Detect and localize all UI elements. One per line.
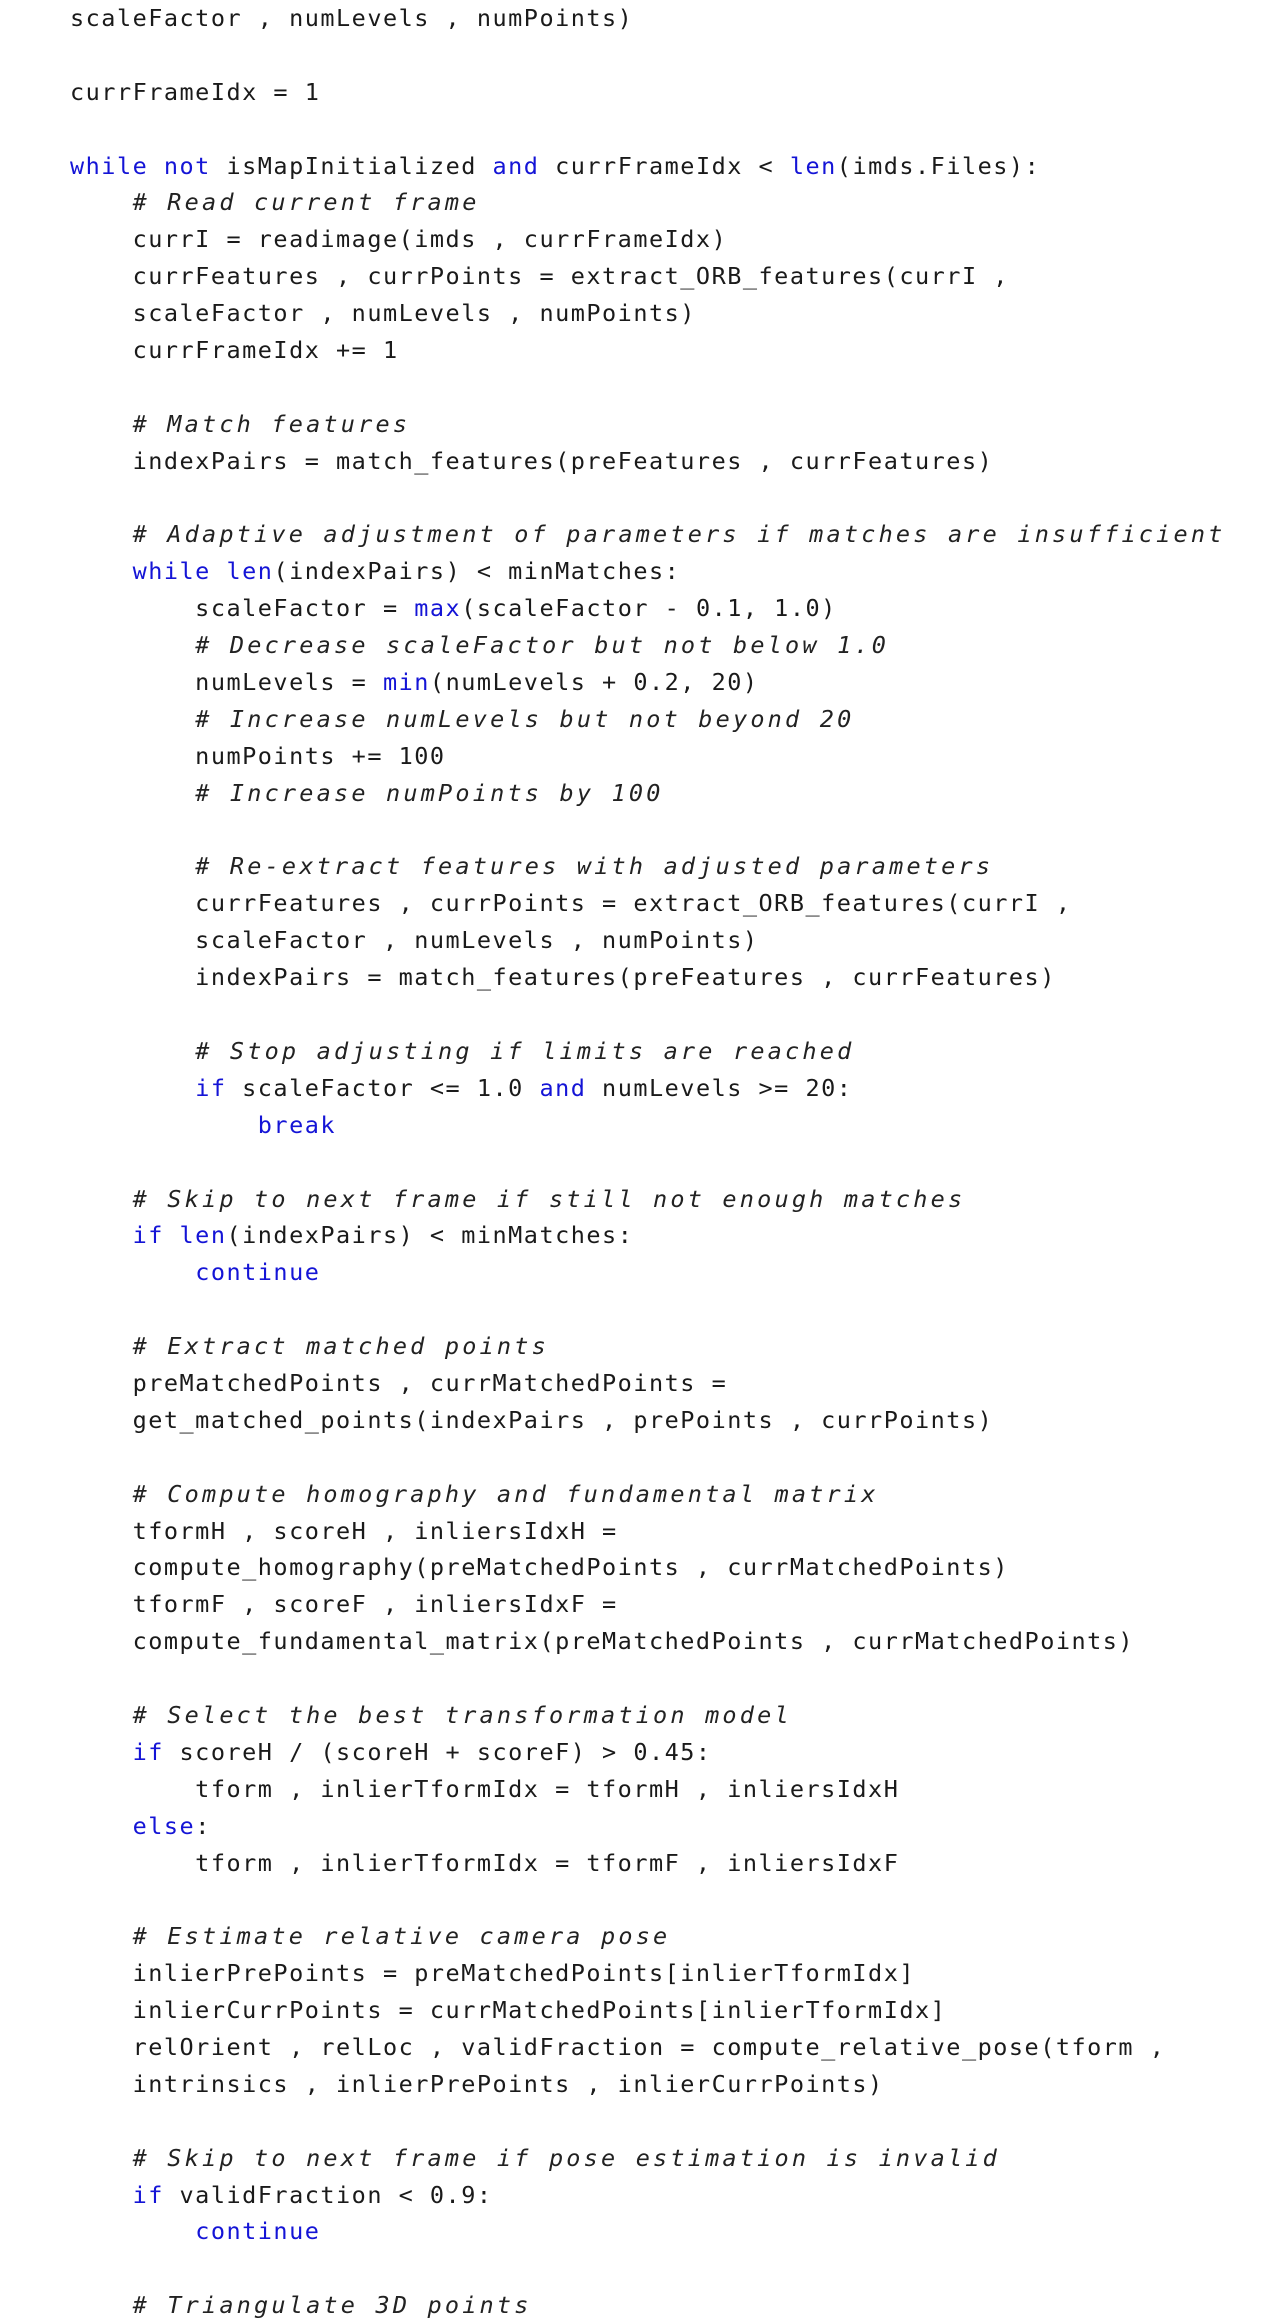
code-token <box>70 852 195 880</box>
blank-code-line <box>70 2103 1270 2140</box>
code-token: tform , inlierTformIdx = tformH , inliersIdxH <box>70 1774 900 1803</box>
code-token: scaleFactor = <box>70 594 415 623</box>
comment-token: # Skip to next frame if still not enough matches <box>132 1184 966 1213</box>
comment-token: # Decrease scaleFactor but not below 1.0 <box>195 631 890 660</box>
code-token: validFraction < 0.9: <box>163 2180 493 2209</box>
comment-token: # Increase numLevels but not beyond 20 <box>195 704 855 733</box>
code-token <box>70 1258 195 1286</box>
code-line <box>70 738 1270 775</box>
code-line <box>70 1586 1270 1623</box>
code-line <box>70 2066 1270 2103</box>
code-line <box>70 1992 1270 2029</box>
code-line <box>70 1254 1270 1291</box>
comment-token: # Select the best transformation model <box>132 1700 792 1729</box>
code-token <box>70 1185 133 1213</box>
comment-token: # Adaptive adjustment of parameters if matches are insufficient <box>132 520 1226 549</box>
code-line <box>70 184 1270 221</box>
code-token: scoreH / (scoreH + scoreF) > 0.45: <box>163 1737 712 1766</box>
keyword-token: while len <box>132 557 274 586</box>
code-line <box>70 1697 1270 1734</box>
code-line <box>70 1181 1270 1218</box>
code-line <box>70 2287 1270 2324</box>
blank-code-line <box>70 1291 1270 1328</box>
keyword-token: while not <box>70 151 211 180</box>
blank-code-line <box>70 1660 1270 1697</box>
code-line <box>70 775 1270 812</box>
keyword-token: and <box>492 151 540 180</box>
keyword-token: else <box>132 1811 196 1840</box>
blank-code-line <box>70 2250 1270 2287</box>
code-line <box>70 848 1270 885</box>
code-token <box>70 1480 133 1508</box>
code-token <box>70 1812 133 1840</box>
code-line <box>70 2177 1270 2214</box>
code-token: currFrameIdx = 1 <box>70 77 321 106</box>
code-line <box>70 1808 1270 1845</box>
code-token <box>70 1332 133 1360</box>
code-line <box>70 664 1270 701</box>
code-line <box>70 959 1270 996</box>
code-line <box>70 0 1270 37</box>
code-line <box>70 701 1270 738</box>
keyword-token: and <box>539 1073 587 1102</box>
code-line <box>70 443 1270 480</box>
code-line <box>70 258 1270 295</box>
code-token: indexPairs = match_features(preFeatures , currFeatures) <box>70 446 994 475</box>
code-line <box>70 885 1270 922</box>
code-line <box>70 1623 1270 1660</box>
blank-code-line <box>70 111 1270 148</box>
code-line <box>70 1070 1270 1107</box>
code-token: tformF , scoreF , inliersIdxF = <box>70 1590 618 1619</box>
code-line <box>70 1402 1270 1439</box>
code-token: tformH , scoreH , inliersIdxH = <box>70 1516 618 1545</box>
code-token: numLevels >= 20: <box>586 1073 853 1102</box>
code-token: intrinsics , inlierPrePoints , inlierCurrPoints) <box>70 2069 884 2098</box>
code-line <box>70 516 1270 553</box>
code-line <box>70 553 1270 590</box>
code-token: (indexPairs) < minMatches: <box>226 1221 634 1250</box>
code-token <box>70 1738 133 1766</box>
code-line <box>70 1365 1270 1402</box>
blank-code-line <box>70 1881 1270 1918</box>
keyword-token: continue <box>195 1258 321 1287</box>
code-token: compute_homography(preMatchedPoints , currMatchedPoints) <box>70 1553 1009 1582</box>
code-token <box>70 2217 195 2245</box>
code-token: get_matched_points(indexPairs , prePoints , currPoints) <box>70 1405 994 1434</box>
code-token: currFeatures , currPoints = extract_ORB_features(currI , <box>70 262 1009 291</box>
code-token <box>70 1074 195 1102</box>
code-token <box>70 2291 133 2319</box>
code-token: scaleFactor <= 1.0 <box>226 1073 540 1102</box>
code-token: relOrient , relLoc , validFraction = compute_relative_pose(tform , <box>70 2032 1166 2061</box>
code-line <box>70 1107 1270 1144</box>
code-line <box>70 1845 1270 1882</box>
comment-token: # Estimate relative camera pose <box>132 1922 671 1951</box>
code-token: compute_fundamental_matrix(preMatchedPoints , currMatchedPoints) <box>70 1627 1135 1656</box>
comment-token: # Triangulate 3D points <box>132 2291 532 2320</box>
code-listing <box>70 0 1270 2324</box>
code-line <box>70 1328 1270 1365</box>
code-line <box>70 1033 1270 1070</box>
code-token: (indexPairs) < minMatches: <box>273 557 681 586</box>
code-token: scaleFactor , numLevels , numPoints) <box>70 4 634 32</box>
blank-code-line <box>70 37 1270 74</box>
code-token: : <box>195 1811 211 1840</box>
code-line <box>70 295 1270 332</box>
code-token: indexPairs = match_features(preFeatures , currFeatures) <box>70 963 1056 992</box>
code-line <box>70 1513 1270 1550</box>
code-token: currFrameIdx < <box>539 151 790 180</box>
code-token: currI = readimage(imds , currFrameIdx) <box>70 225 728 254</box>
keyword-token: if <box>132 1737 164 1766</box>
code-line <box>70 1771 1270 1808</box>
comment-token: # Re-extract features with adjusted parameters <box>195 852 994 881</box>
code-token <box>70 779 195 807</box>
comment-token: # Match features <box>132 409 411 438</box>
keyword-token: if len <box>132 1221 227 1250</box>
code-line <box>70 1476 1270 1513</box>
code-token <box>70 1221 133 1249</box>
code-line <box>70 332 1270 369</box>
keyword-token: max <box>414 594 462 623</box>
code-line <box>70 1217 1270 1254</box>
keyword-token: min <box>382 668 430 697</box>
code-token <box>70 631 195 659</box>
keyword-token: if <box>132 2180 164 2209</box>
blank-code-line <box>70 1144 1270 1181</box>
keyword-token: if <box>195 1073 227 1102</box>
code-line <box>70 1734 1270 1771</box>
code-token <box>70 1701 133 1729</box>
code-token: numPoints += 100 <box>70 741 446 770</box>
code-token <box>70 705 195 733</box>
keyword-token: continue <box>195 2217 321 2246</box>
blank-code-line <box>70 369 1270 406</box>
code-token: (scaleFactor - 0.1, 1.0) <box>461 594 837 623</box>
blank-code-line <box>70 480 1270 517</box>
code-line <box>70 2140 1270 2177</box>
code-line <box>70 627 1270 664</box>
code-token <box>70 1922 133 1950</box>
keyword-token: len <box>789 151 837 180</box>
code-token: (imds.Files): <box>836 151 1041 180</box>
code-token: preMatchedPoints , currMatchedPoints = <box>70 1368 728 1397</box>
code-token <box>70 188 133 216</box>
code-token: inlierCurrPoints = currMatchedPoints[inlierTformIdx] <box>70 1996 947 2025</box>
code-token: currFeatures , currPoints = extract_ORB_features(currI , <box>70 889 1072 918</box>
comment-token: # Increase numPoints by 100 <box>195 778 664 807</box>
code-token <box>70 410 133 438</box>
code-token <box>70 1111 258 1139</box>
code-line <box>70 590 1270 627</box>
comment-token: # Extract matched points <box>132 1332 549 1361</box>
code-line <box>70 2029 1270 2066</box>
blank-code-line <box>70 1439 1270 1476</box>
blank-code-line <box>70 812 1270 849</box>
code-token: tform , inlierTformIdx = tformF , inliersIdxF <box>70 1848 900 1877</box>
keyword-token: break <box>257 1110 337 1139</box>
code-line <box>70 1918 1270 1955</box>
code-token: numLevels = <box>70 668 383 697</box>
comment-token: # Read current frame <box>132 188 480 217</box>
code-token: inlierPrePoints = preMatchedPoints[inlierTformIdx] <box>70 1959 916 1988</box>
code-token: scaleFactor , numLevels , numPoints) <box>70 926 759 955</box>
code-token: currFrameIdx += 1 <box>70 336 399 365</box>
code-line <box>70 2213 1270 2250</box>
code-line <box>70 148 1270 185</box>
comment-token: # Stop adjusting if limits are reached <box>195 1036 855 1065</box>
comment-token: # Compute homography and fundamental matrix <box>132 1479 879 1508</box>
code-line <box>70 1549 1270 1586</box>
code-token <box>70 2181 133 2209</box>
code-line <box>70 74 1270 111</box>
code-token <box>70 557 133 585</box>
code-line <box>70 221 1270 258</box>
blank-code-line <box>70 996 1270 1033</box>
code-token: isMapInitialized <box>210 151 493 180</box>
code-token <box>70 1037 195 1065</box>
code-token <box>70 520 133 548</box>
code-line <box>70 922 1270 959</box>
code-line <box>70 406 1270 443</box>
code-token <box>70 2144 133 2172</box>
comment-token: # Skip to next frame if pose estimation is invalid <box>132 2143 1001 2172</box>
code-token: (numLevels + 0.2, 20) <box>429 668 759 697</box>
code-line <box>70 1955 1270 1992</box>
code-token: scaleFactor , numLevels , numPoints) <box>70 299 696 328</box>
